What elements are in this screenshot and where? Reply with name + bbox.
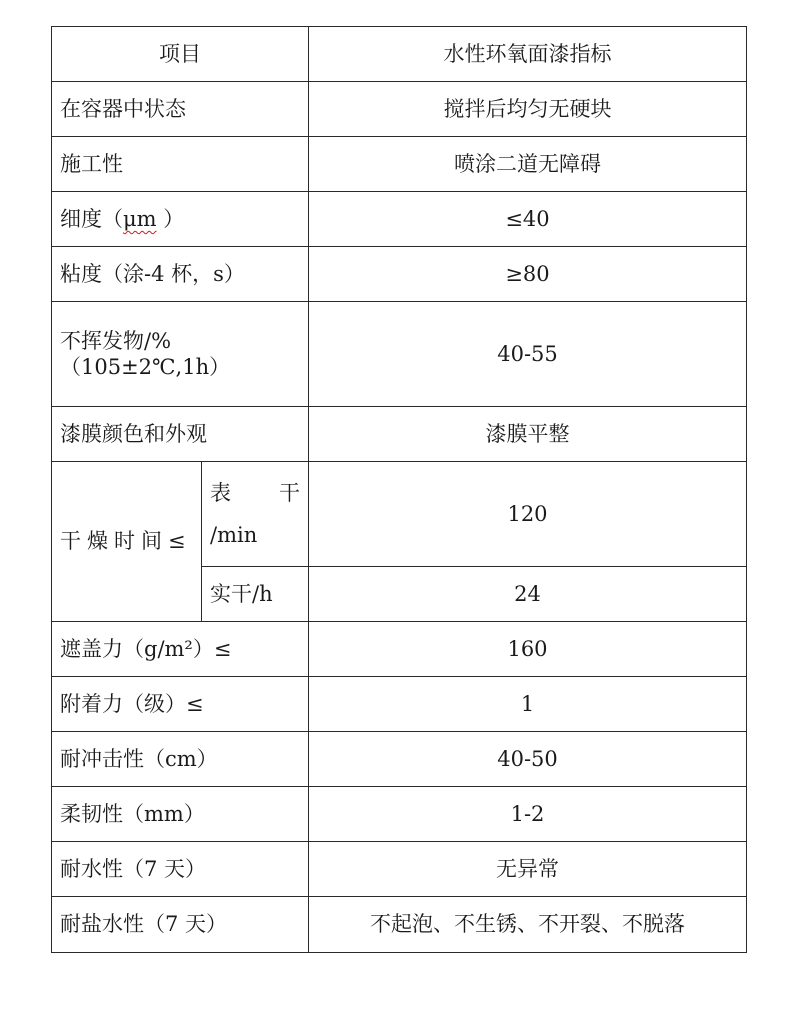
table-row <box>52 462 747 567</box>
table-row <box>52 732 747 787</box>
table-row <box>52 247 747 302</box>
drying-time-label: 干燥时间≤ <box>52 462 202 622</box>
surface-dry-label <box>202 462 309 567</box>
row-value: 40-50 <box>309 732 747 787</box>
row-value: ≥80 <box>309 247 747 302</box>
row-item: 柔韧性（mm） <box>52 787 309 842</box>
row-item: 遮盖力（g/m²）≤ <box>52 622 309 677</box>
row-value: 40-55 <box>309 302 747 407</box>
table-row <box>52 787 747 842</box>
surface-dry-label-b: 干 <box>279 481 300 505</box>
table-header-row <box>52 27 747 82</box>
spec-table <box>51 26 747 953</box>
row-item: 施工性 <box>52 137 309 192</box>
row-item: 粘度（涂-4 杯，s） <box>52 247 309 302</box>
row-item: 耐盐水性（7 天） <box>52 897 309 953</box>
table-row <box>52 137 747 192</box>
row-value: 漆膜平整 <box>309 407 747 462</box>
row-value: ≤40 <box>309 192 747 247</box>
row-item: 漆膜颜色和外观 <box>52 407 309 462</box>
row-value: 1-2 <box>309 787 747 842</box>
row-item-prefix: 细度（ <box>60 206 123 231</box>
row-item-suffix: ） <box>156 206 185 231</box>
hard-dry-value: 24 <box>309 567 747 622</box>
row-item-unit: μm <box>123 206 157 231</box>
table-row <box>52 677 747 732</box>
row-item <box>52 192 309 247</box>
surface-dry-label-a: 表 <box>210 481 231 505</box>
row-value: 喷涂二道无障碍 <box>309 137 747 192</box>
row-value: 无异常 <box>309 842 747 897</box>
row-value: 不起泡、不生锈、不开裂、不脱落 <box>309 897 747 953</box>
row-item: 不挥发物/% （105±2℃,1h） <box>52 302 309 407</box>
table-row <box>52 897 747 953</box>
row-item: 附着力（级）≤ <box>52 677 309 732</box>
row-item: 耐冲击性（cm） <box>52 732 309 787</box>
table-row <box>52 842 747 897</box>
table-row <box>52 82 747 137</box>
row-item: 在容器中状态 <box>52 82 309 137</box>
surface-dry-label-c: /min <box>210 523 258 547</box>
table-row <box>52 302 747 407</box>
table-row <box>52 622 747 677</box>
surface-dry-value: 120 <box>309 462 747 567</box>
header-item: 项目 <box>52 27 309 82</box>
header-spec: 水性环氧面漆指标 <box>309 27 747 82</box>
row-value: 1 <box>309 677 747 732</box>
table-row <box>52 407 747 462</box>
hard-dry-label: 实干/h <box>202 567 309 622</box>
row-value: 搅拌后均匀无硬块 <box>309 82 747 137</box>
row-item: 耐水性（7 天） <box>52 842 309 897</box>
row-value: 160 <box>309 622 747 677</box>
table-row <box>52 192 747 247</box>
